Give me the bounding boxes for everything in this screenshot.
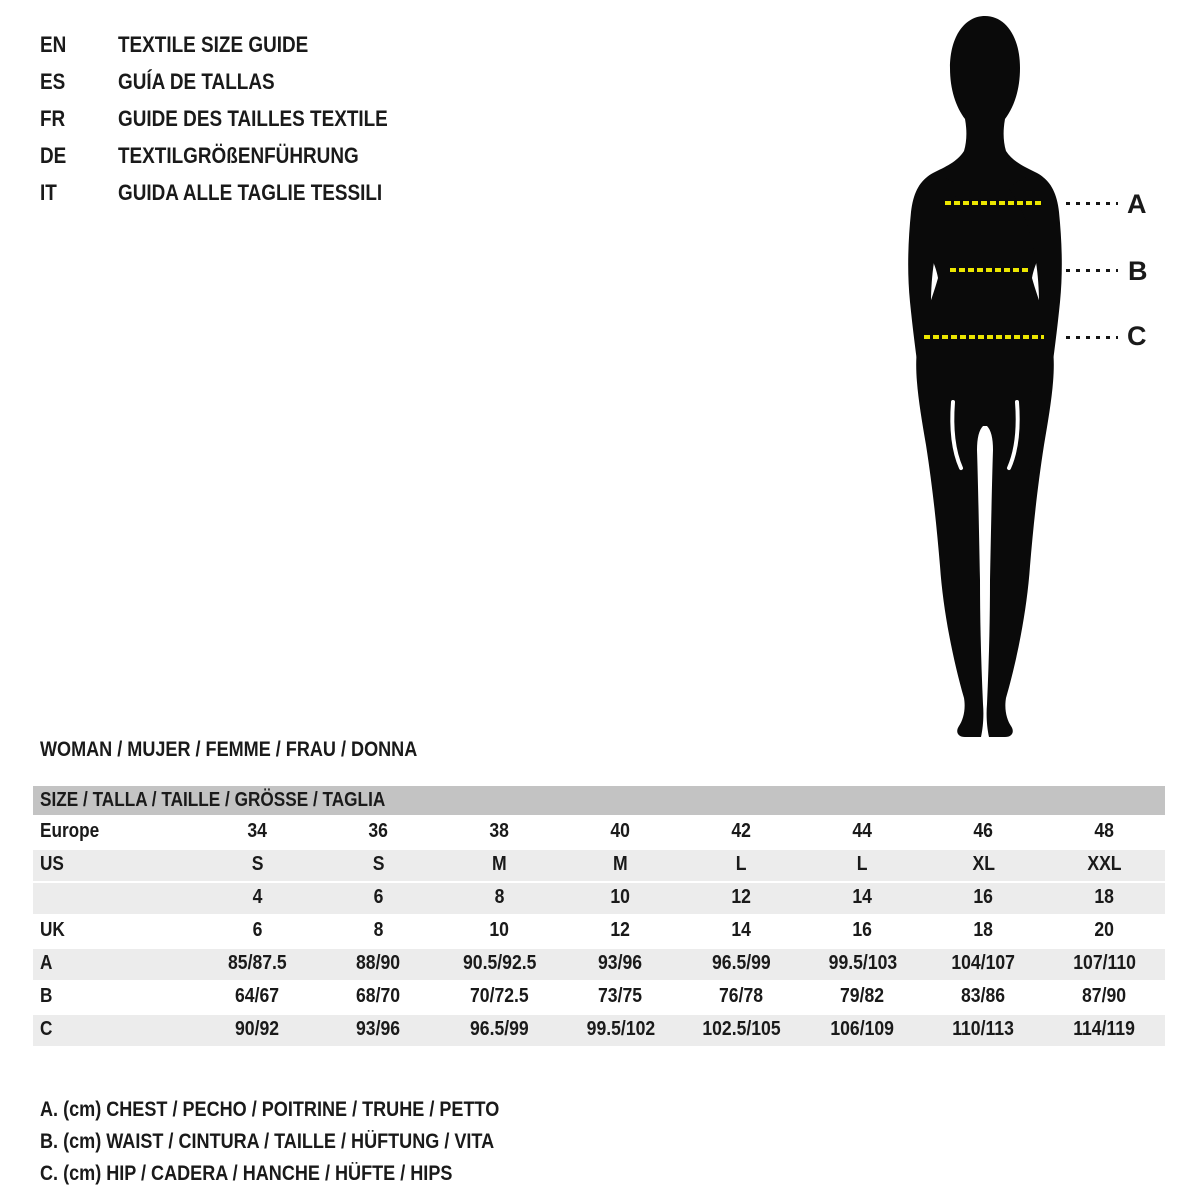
size-table-grid — [33, 815, 1165, 1046]
table-cell: 90/92 — [197, 1013, 318, 1046]
table-cell: 70/72.5 — [439, 980, 560, 1013]
language-code: ES — [40, 68, 66, 94]
language-label: TEXTILE SIZE GUIDE — [118, 31, 309, 57]
table-cell: 34 — [197, 815, 318, 848]
table-cell: 96.5/99 — [439, 1013, 560, 1046]
table-cell: 40 — [560, 815, 681, 848]
table-cell: 93/96 — [318, 1013, 439, 1046]
table-cell: 12 — [560, 914, 681, 947]
legend-item-chest: A. (cm) CHEST / PECHO / POITRINE / TRUHE / PETTO — [40, 1098, 500, 1121]
woman-silhouette-svg — [865, 10, 1105, 740]
size-table — [33, 786, 1165, 1046]
language-code: DE — [40, 142, 67, 168]
language-list — [40, 26, 432, 211]
language-label: GUIDA ALLE TAGLIE TESSILI — [118, 179, 383, 205]
table-cell: 10 — [439, 914, 560, 947]
table-cell: 104/107 — [923, 947, 1044, 980]
row-label — [33, 881, 197, 914]
row-label: A — [33, 947, 197, 980]
language-code: EN — [40, 31, 67, 57]
language-label: GUÍA DE TALLAS — [118, 68, 275, 94]
table-cell: XXL — [1044, 848, 1165, 881]
table-cell: 42 — [681, 815, 802, 848]
row-label: B — [33, 980, 197, 1013]
table-cell: 8 — [318, 914, 439, 947]
table-cell: XL — [923, 848, 1044, 881]
chest-dash-line — [945, 201, 1041, 205]
language-row-de — [40, 137, 432, 174]
row-label: US — [33, 848, 197, 881]
table-cell: M — [560, 848, 681, 881]
table-cell: 14 — [802, 881, 923, 914]
row-label: Europe — [33, 815, 197, 848]
table-cell: S — [197, 848, 318, 881]
table-cell: 48 — [1044, 815, 1165, 848]
table-cell: 8 — [439, 881, 560, 914]
language-row-it — [40, 174, 432, 211]
section-title: WOMAN / MUJER / FEMME / FRAU / DONNA — [40, 738, 418, 761]
table-cell: 6 — [318, 881, 439, 914]
table-cell: 38 — [439, 815, 560, 848]
table-cell: 76/78 — [681, 980, 802, 1013]
waist-leader-line — [1066, 269, 1118, 272]
table-cell: 20 — [1044, 914, 1165, 947]
measure-letter-c: C — [1127, 321, 1147, 351]
measure-letter-a: A — [1127, 189, 1147, 219]
table-cell: L — [681, 848, 802, 881]
measurement-legend — [40, 1094, 574, 1190]
table-cell: S — [318, 848, 439, 881]
table-cell: 16 — [923, 881, 1044, 914]
legend-item-hip: C. (cm) HIP / CADERA / HANCHE / HÜFTE / HIPS — [40, 1162, 453, 1185]
language-label: TEXTILGRÖßENFÜHRUNG — [118, 142, 359, 168]
table-cell: 79/82 — [802, 980, 923, 1013]
language-row-en — [40, 26, 432, 63]
waist-dash-line — [950, 268, 1030, 272]
hip-dash-line — [924, 335, 1044, 339]
table-cell: 83/86 — [923, 980, 1044, 1013]
table-cell: 102.5/105 — [681, 1013, 802, 1046]
row-label: UK — [33, 914, 197, 947]
table-cell: 46 — [923, 815, 1044, 848]
legend-item-waist: B. (cm) WAIST / CINTURA / TAILLE / HÜFTUNG / VITA — [40, 1130, 495, 1153]
table-cell: 99.5/103 — [802, 947, 923, 980]
language-row-fr — [40, 100, 432, 137]
table-cell: 18 — [1044, 881, 1165, 914]
table-cell: 14 — [681, 914, 802, 947]
woman-silhouette-figure — [865, 10, 1105, 740]
table-cell: 110/113 — [923, 1013, 1044, 1046]
table-cell: M — [439, 848, 560, 881]
measure-letter-b: B — [1128, 256, 1148, 286]
table-cell: 85/87.5 — [197, 947, 318, 980]
table-cell: 93/96 — [560, 947, 681, 980]
table-cell: 6 — [197, 914, 318, 947]
table-cell: 88/90 — [318, 947, 439, 980]
table-cell: 99.5/102 — [560, 1013, 681, 1046]
table-cell: 107/110 — [1044, 947, 1165, 980]
table-cell: 96.5/99 — [681, 947, 802, 980]
table-cell: 87/90 — [1044, 980, 1165, 1013]
size-table-header: SIZE / TALLA / TAILLE / GRÖSSE / TAGLIA — [33, 786, 1165, 815]
chest-leader-line — [1066, 202, 1118, 205]
table-cell: 90.5/92.5 — [439, 947, 560, 980]
hip-leader-line — [1066, 336, 1118, 339]
table-cell: 4 — [197, 881, 318, 914]
table-cell: 18 — [923, 914, 1044, 947]
table-cell: 10 — [560, 881, 681, 914]
table-cell: 73/75 — [560, 980, 681, 1013]
table-cell: 114/119 — [1044, 1013, 1165, 1046]
table-cell: 36 — [318, 815, 439, 848]
table-cell: 64/67 — [197, 980, 318, 1013]
row-label: C — [33, 1013, 197, 1046]
language-code: FR — [40, 105, 66, 131]
table-cell: 44 — [802, 815, 923, 848]
language-label: GUIDE DES TAILLES TEXTILE — [118, 105, 388, 131]
language-row-es — [40, 63, 432, 100]
table-cell: 16 — [802, 914, 923, 947]
table-cell: 106/109 — [802, 1013, 923, 1046]
table-cell: 68/70 — [318, 980, 439, 1013]
language-code: IT — [40, 179, 57, 205]
table-cell: L — [802, 848, 923, 881]
table-cell: 12 — [681, 881, 802, 914]
